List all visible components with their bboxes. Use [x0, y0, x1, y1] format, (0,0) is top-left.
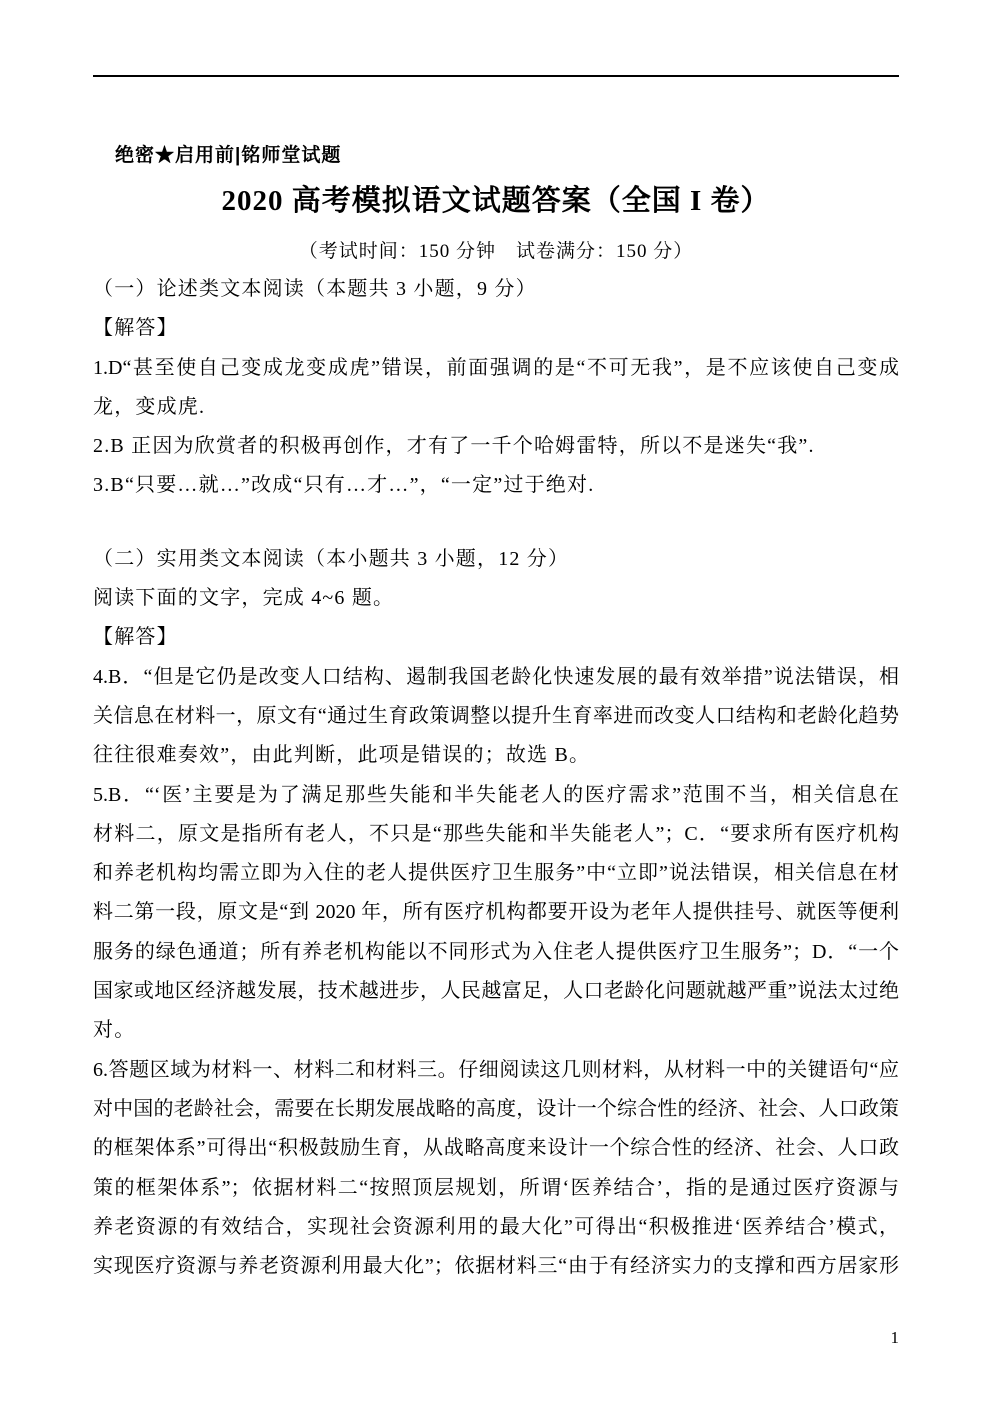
instruction-line: 阅读下面的文字，完成 4~6 题。 [93, 587, 395, 610]
answer-line: 对。 [93, 1019, 136, 1042]
answer-line: 对中国的老龄社会，需要在长期发展战略的高度，设计一个综合性的经济、社会、人口政策 [93, 1097, 899, 1120]
answer-line: 服务的绿色通道；所有养老机构能以不同形式为入住老人提供医疗卫生服务”；D．“一个 [93, 940, 899, 963]
answer-line: 的框架体系”可得出“积极鼓励生育，从战略高度来设计一个综合性的经济、社会、人口政 [93, 1137, 899, 1160]
answer-line: 料二第一段，原文是“到 2020 年，所有医疗机构都要开设为老年人提供挂号、就医等便利 [93, 901, 899, 924]
page-number: 1 [890, 1328, 899, 1347]
section-heading-1: （一）论述类文本阅读（本题共 3 小题，9 分） [93, 278, 537, 300]
answer-line: 5.B．“‘医’主要是为了满足那些失能和半失能老人的医疗需求”范围不当，相关信息在 [93, 783, 899, 806]
exam-info-subtitle: （考试时间：150 分钟 试卷满分：150 分） [298, 241, 694, 262]
answer-line: 3.B“只要…就…”改成“只有…才…”，“一定”过于绝对. [93, 474, 595, 497]
answer-line: 6.答题区域为材料一、材料二和材料三。仔细阅读这几则材料，从材料一中的关键语句“应 [93, 1058, 899, 1081]
answer-line: 策的框架体系”；依据材料二“按照顶层规划，所谓‘医养结合’，指的是通过医疗资源与 [93, 1176, 899, 1199]
answer-line: 1.D“甚至使自己变成龙变成虎”错误，前面强调的是“不可无我”，是不应该使自己变成 [93, 356, 899, 379]
answer-line: 2.B 正因为欣赏者的积极再创作，才有了一千个哈姆雷特，所以不是迷失“我”. [93, 435, 815, 458]
classification-header: 绝密★启用前|铭师堂试题 [115, 145, 342, 166]
answer-line: 养老资源的有效结合，实现社会资源利用的最大化”可得出“积极推进‘医养结合’模式， [93, 1215, 899, 1238]
answer-line: 4.B．“但是它仍是改变人口结构、遏制我国老龄化快速发展的最有效举措”说法错误，相 [93, 665, 899, 688]
answer-line: 实现医疗资源与养老资源利用最大化”；依据材料三“由于有经济实力的支撑和西方居家形 [93, 1255, 899, 1278]
answer-line: 龙，变成虎. [93, 395, 206, 418]
section-heading-2: （二）实用类文本阅读（本小题共 3 小题，12 分） [93, 547, 570, 570]
answer-line: 往往很难奏效”，由此判断，此项是错误的；故选 B。 [93, 744, 591, 767]
answer-body [93, 270, 899, 1286]
answer-line: 和养老机构均需立即为入住的老人提供医疗卫生服务”中“立即”说法错误，相关信息在材 [93, 862, 899, 885]
answer-line: 关信息在材料一，原文有“通过生育政策调整以提升生育率进而改变人口结构和老龄化趋势 [93, 704, 899, 727]
answer-line: 国家或地区经济越发展，技术越进步，人民越富足，人口老龄化问题就越严重”说法太过绝 [93, 980, 899, 1003]
page-title: 2020 高考模拟语文试题答案（全国 I 卷） [221, 185, 771, 217]
answer-label: 【解答】 [93, 317, 178, 340]
answer-label: 【解答】 [93, 626, 178, 649]
section-spacer [93, 506, 899, 540]
answer-line: 材料二，原文是指所有老人，不只是“那些失能和半失能老人”；C．“要求所有医疗机构 [93, 822, 899, 845]
header-rule [93, 75, 899, 77]
